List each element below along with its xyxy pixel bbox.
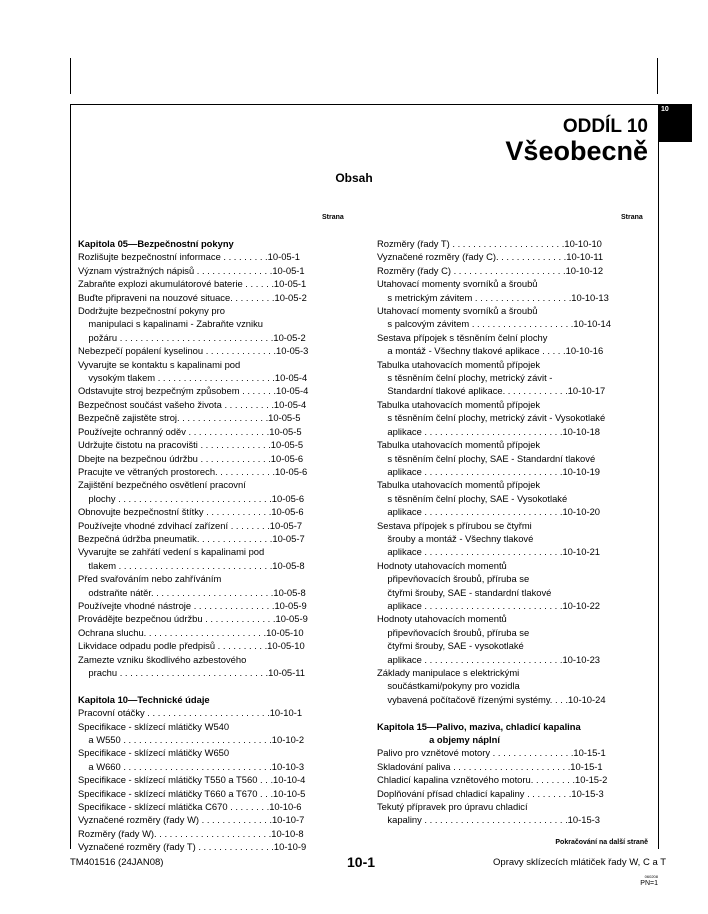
toc-entry: čtyřmi šrouby, SAE - standardní tlakové xyxy=(377,586,552,598)
toc-entry: Utahovací momenty svorníků a šroubů xyxy=(377,305,538,317)
section-title: Všeobecně xyxy=(505,136,648,166)
header-rule-left xyxy=(70,58,71,94)
toc-entry: Rozměry (řady T) . . . . . . . . . . . . . . . . . . . . . .10-10-10 xyxy=(377,238,602,249)
toc-entry: Rozměry (řady C) . . . . . . . . . . . . . . . . . . . . . .10-10-12 xyxy=(377,264,604,276)
toc-entry: Používejte vhodné nástroje . . . . . . . . . . . . . . . .10-05-9 xyxy=(78,599,307,611)
toc-entry: připevňovacích šroubů, příruba se xyxy=(377,626,530,638)
toc-entry: Rozměry (řady W). . . . . . . . . . . . . . . . . . . . . . .10-10-8 xyxy=(78,827,304,839)
toc-entry: a W660 . . . . . . . . . . . . . . . . . . . . . . . . . . . . .10-10-3 xyxy=(78,760,305,772)
toc-entry: s metrickým závitem . . . . . . . . . . . . . . . . . . .10-10-13 xyxy=(377,291,609,303)
section-tab xyxy=(658,104,692,142)
toc-entry: Specifikace - sklízecí mlátičky W650 xyxy=(78,747,230,759)
toc-entry: a W550 . . . . . . . . . . . . . . . . . . . . . . . . . . . . .10-10-2 xyxy=(78,734,305,746)
toc-entry: kapaliny . . . . . . . . . . . . . . . . . . . . . . . . . . . .10-15-3 xyxy=(377,814,600,826)
toc-entry: Bezpečná údržba pneumatik. . . . . . . . . . . . . . .10-05-7 xyxy=(78,532,305,544)
toc-entry: Vyznačené rozměry (řady W) . . . . . . . . . . . . . .10-10-7 xyxy=(78,814,305,826)
toc-entry: Zajištění bezpečného osvětlení pracovní xyxy=(78,479,246,491)
header-rule-right xyxy=(657,58,658,94)
toc-entry: odstraňte nátěr. . . . . . . . . . . . . . . . . . . . . . . .10-05-8 xyxy=(78,586,306,598)
toc-entry: aplikace . . . . . . . . . . . . . . . . . . . . . . . . . . .10-10-19 xyxy=(377,465,600,477)
toc-entry: Hodnoty utahovacích momentů xyxy=(377,559,507,571)
toc-entry: manipulaci s kapalinami - Zabraňte vzniku xyxy=(78,318,263,330)
toc-entry: Specifikace - sklízecí mlátičky T550 a T560 . . .10-10-4 xyxy=(78,774,306,786)
toc-entry: tlakem . . . . . . . . . . . . . . . . . . . . . . . . . . . . . .10-05-8 xyxy=(78,559,305,571)
toc-chapter-heading: Kapitola 05—Bezpečnostní pokyny xyxy=(78,238,234,249)
toc-entry: Standardní tlakové aplikace. . . . . . . . . . . . .10-10-17 xyxy=(377,385,606,397)
toc-entry: aplikace . . . . . . . . . . . . . . . . . . . . . . . . . . .10-10-18 xyxy=(377,425,600,437)
toc-chapter-heading: Kapitola 10—Technické údaje xyxy=(78,693,210,705)
toc-entry: Odstavujte stroj bezpečným způsobem . . . . . . .10-05-4 xyxy=(78,385,309,397)
toc-entry: s těsněním čelní plochy, metrický závit - Vysokotlaké xyxy=(377,412,606,424)
toc-entry: aplikace . . . . . . . . . . . . . . . . . . . . . . . . . . .10-10-20 xyxy=(377,506,600,518)
toc-entry: vysokým tlakem . . . . . . . . . . . . . . . . . . . . . . .10-05-4 xyxy=(78,372,308,384)
footer-manual-title: Opravy sklízecích mlátiček řady W, C a T xyxy=(493,857,666,868)
continued-note: Pokračování na další straně xyxy=(555,839,648,846)
toc-entry: Obnovujte bezpečnostní štítky . . . . . . . . . . . . .10-05-6 xyxy=(78,506,304,518)
toc-entry: šrouby a montáž - Všechny tlakové xyxy=(377,532,534,544)
toc-entry: vybavená počítačově řízenými systémy. . . .10-10-24 xyxy=(377,693,606,705)
toc-entry: Chladicí kapalina vznětového motoru. . . . . . . . .10-15-2 xyxy=(377,774,608,786)
toc-entry: Doplňování přísad chladicí kapaliny . . . . . . . . .10-15-3 xyxy=(377,787,604,799)
section-tab-label: 10 xyxy=(661,106,669,113)
toc-entry: Tabulka utahovacích momentů přípojek xyxy=(377,439,541,451)
toc-entry: součástkami/pokyny pro vozidla xyxy=(377,680,520,692)
toc-entry: Zamezte vzniku škodlivého azbestového xyxy=(78,653,247,665)
page-column-label-left: Strana xyxy=(322,214,344,221)
toc-entry: Ochrana sluchu. . . . . . . . . . . . . . . . . . . . . . . .10-05-10 xyxy=(78,626,304,638)
page-column-label-right: Strana xyxy=(621,214,643,221)
toc-entry: aplikace . . . . . . . . . . . . . . . . . . . . . . . . . . .10-10-22 xyxy=(377,599,600,611)
toc-entry: Používejte vhodné zdvihací zařízení . . . . . . . .10-05-7 xyxy=(78,519,303,531)
toc-entry: Vyvarujte se zahřátí vedení s kapalinami pod xyxy=(78,546,265,558)
toc-entry: Rozlišujte bezpečnostní informace . . . . . . . . .10-05-1 xyxy=(78,251,300,263)
toc-entry: Pracujte ve větraných prostorech. . . . . . . . . . . .10-05-6 xyxy=(78,465,308,477)
toc-entry: aplikace . . . . . . . . . . . . . . . . . . . . . . . . . . .10-10-21 xyxy=(377,546,600,558)
footer-doc-id: TM401516 (24JAN08) xyxy=(70,857,164,868)
toc-entry: Skladování paliva . . . . . . . . . . . . . . . . . . . . . . .10-15-1 xyxy=(377,760,603,772)
toc-chapter-heading: Kapitola 15—Palivo, maziva, chladicí kapalina xyxy=(377,720,581,732)
toc-entry: s těsněním čelní plochy, metrický závit - xyxy=(377,372,553,384)
toc-entry: Pracovní otáčky . . . . . . . . . . . . . . . . . . . . . . . .10-10-1 xyxy=(78,707,303,719)
toc-entry: Nebezpečí popálení kyselinou . . . . . . . . . . . . . .10-05-3 xyxy=(78,345,309,357)
toc-chapter-heading: a objemy náplní xyxy=(377,734,500,746)
toc-entry: Používejte ochranný oděv . . . . . . . . . . . . . . . .10-05-5 xyxy=(78,425,302,437)
toc-entry: Sestava přípojek s těsněním čelní plochy xyxy=(377,331,548,343)
toc-entry: s těsněním čelní plochy, SAE - Standardní tlakové xyxy=(377,452,596,464)
toc-entry: Dodržujte bezpečnostní pokyny pro xyxy=(78,305,225,317)
toc-entry: Specifikace - sklízecí mlátičky T660 a T670 . . .10-10-5 xyxy=(78,787,306,799)
toc-entry: prachu . . . . . . . . . . . . . . . . . . . . . . . . . . . . .10-05-11 xyxy=(78,667,305,678)
toc-entry: Před svařováním nebo zahříváním xyxy=(78,573,222,585)
toc-entry: Tabulka utahovacích momentů přípojek xyxy=(377,398,541,410)
section-number: ODDÍL 10 xyxy=(562,116,648,137)
toc-entry: Tekutý přípravek pro úpravu chladicí xyxy=(377,801,528,813)
toc-entry: Tabulka utahovacích momentů přípojek xyxy=(377,358,541,370)
toc-entry: Zabraňte explozi akumulátorové baterie . . . . . .10-05-1 xyxy=(78,278,307,290)
toc-entry: plochy . . . . . . . . . . . . . . . . . . . . . . . . . . . . . .10-05-6 xyxy=(78,492,305,504)
toc-entry: Likvidace odpadu podle předpisů . . . . . . . . . .10-05-10 xyxy=(78,640,305,652)
toc-entry: s těsněním čelní plochy, SAE - Vysokotlaké xyxy=(377,492,568,504)
toc-entry: Specifikace - sklízecí mlátička C670 . . . . . . . .10-10-6 xyxy=(78,801,302,813)
footer-code: 060208 xyxy=(644,874,658,879)
toc-entry: Dbejte na bezpečnou údržbu . . . . . . . . . . . . . .10-05-6 xyxy=(78,452,304,464)
toc-right-column xyxy=(377,237,611,827)
contents-heading: Obsah xyxy=(335,171,373,185)
toc-entry: připevňovacích šroubů, příruba se xyxy=(377,573,530,585)
toc-entry: Udržujte čistotu na pracovišti . . . . . . . . . . . . . .10-05-5 xyxy=(78,439,304,451)
toc-entry: Vyznačené rozměry (řady T) . . . . . . . . . . . . . . .10-10-9 xyxy=(78,841,307,853)
toc-entry: a montáž - Všechny tlakové aplikace . . . . .10-10-16 xyxy=(377,345,604,357)
toc-entry: Bezpečně zajistěte stroj. . . . . . . . . . . . . . . . . .10-05-5 xyxy=(78,412,301,424)
footer-page-number: 10-1 xyxy=(347,854,376,870)
toc-spacer xyxy=(377,706,611,719)
toc-entry: Základy manipulace s elektrickými xyxy=(377,667,520,678)
toc-entry: Utahovací momenty svorníků a šroubů xyxy=(377,278,538,290)
toc-spacer xyxy=(78,679,308,692)
toc-entry: Bezpečnost součást vašeho života . . . . . . . . . .10-05-4 xyxy=(78,398,307,410)
toc-entry: aplikace . . . . . . . . . . . . . . . . . . . . . . . . . . .10-10-23 xyxy=(377,653,600,665)
toc-entry: Vyvarujte se kontaktu s kapalinami pod xyxy=(78,358,241,370)
toc-entry: požáru . . . . . . . . . . . . . . . . . . . . . . . . . . . . . .10-05-2 xyxy=(78,331,306,343)
toc-entry: Buďte připraveni na nouzové situace. . . . . . . . .10-05-2 xyxy=(78,291,307,303)
toc-entry: Tabulka utahovacích momentů přípojek xyxy=(377,479,541,491)
toc-entry: Palivo pro vznětové motory . . . . . . . . . . . . . . . .10-15-1 xyxy=(377,747,606,759)
toc-entry: Vyznačené rozměry (řady C). . . . . . . . . . . . . .10-10-11 xyxy=(377,251,604,263)
footer-pn: PN=1 xyxy=(640,880,658,887)
toc-entry: Sestava přípojek s přírubou se čtyřmi xyxy=(377,519,532,531)
toc-entry: Specifikace - sklízecí mlátičky W540 xyxy=(78,720,230,732)
toc-entry: čtyřmi šrouby, SAE - vysokotlaké xyxy=(377,640,524,652)
toc-entry: Provádějte bezpečnou údržbu . . . . . . . . . . . . . .10-05-9 xyxy=(78,613,308,625)
toc-entry: Význam výstražných nápisů . . . . . . . . . . . . . . .10-05-1 xyxy=(78,264,305,276)
toc-left-column xyxy=(78,237,308,854)
toc-entry: Hodnoty utahovacích momentů xyxy=(377,613,507,625)
toc-entry: s palcovým závitem . . . . . . . . . . . . . . . . . . . .10-10-14 xyxy=(377,318,611,330)
